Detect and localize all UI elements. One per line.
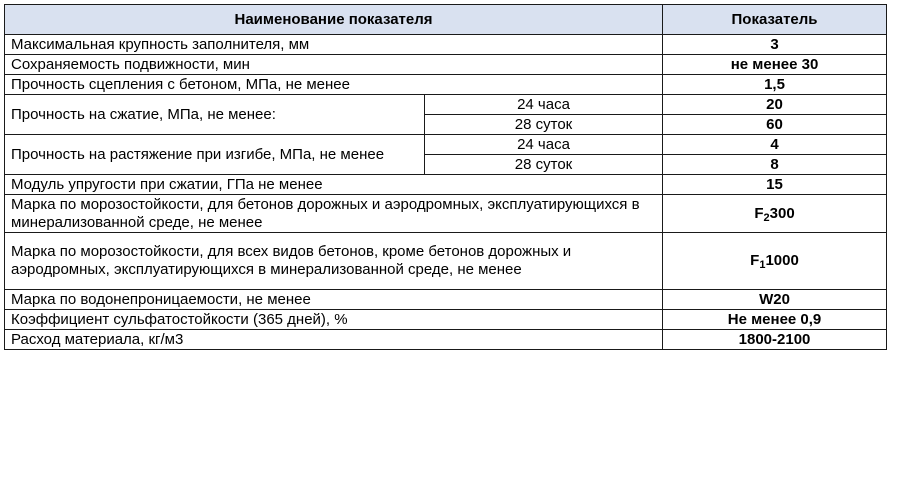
row-value-tensile-28d: 8 xyxy=(663,155,887,175)
frost-road-number: 300 xyxy=(769,204,795,222)
row-label-adhesion: Прочность сцепления с бетоном, МПа, не менее xyxy=(5,75,663,95)
row-sub-tensile-28d: 28 суток xyxy=(425,155,663,175)
table-row xyxy=(5,135,887,155)
row-label-frost-all: Марка по морозостойкости, для всех видов бетонов, кроме бетонов дорожных и аэродромных, эксплуатирующихся в минерализованной среде, не менее xyxy=(5,233,663,290)
row-value-frost-all xyxy=(663,233,887,290)
row-sub-compressive-28d: 28 суток xyxy=(425,115,663,135)
table-row xyxy=(5,330,887,350)
row-label-tensile: Прочность на растяжение при изгибе, МПа, не менее xyxy=(5,135,425,175)
frost-road-index: 2 xyxy=(763,211,770,224)
row-label-sulfate: Коэффициент сульфатостойкости (365 дней), % xyxy=(5,310,663,330)
frost-all-prefix: F xyxy=(750,252,760,269)
table-row xyxy=(5,95,887,115)
row-value-water: W20 xyxy=(663,290,887,310)
row-value-frost-road xyxy=(663,195,887,233)
row-label-mobility: Сохраняемость подвижности, мин xyxy=(5,55,663,75)
row-label-consumption: Расход материала, кг/м3 xyxy=(5,330,663,350)
row-value-tensile-24h: 4 xyxy=(663,135,887,155)
table-row xyxy=(5,35,887,55)
header-value: Показатель xyxy=(663,5,887,35)
row-sub-tensile-24h: 24 часа xyxy=(425,135,663,155)
row-label-modulus: Модуль упругости при сжатии, ГПа не менее xyxy=(5,175,663,195)
table-row xyxy=(5,290,887,310)
table-row xyxy=(5,55,887,75)
table-header-row xyxy=(5,5,887,35)
frost-road-prefix: F xyxy=(754,204,764,222)
table-row xyxy=(5,310,887,330)
table-row xyxy=(5,175,887,195)
table-row xyxy=(5,195,887,233)
table-row xyxy=(5,75,887,95)
row-value-mobility: не менее 30 xyxy=(663,55,887,75)
row-value-consumption: 1800-2100 xyxy=(663,330,887,350)
row-value-compressive-24h: 20 xyxy=(663,95,887,115)
spec-table xyxy=(4,4,887,350)
row-value-max-aggregate: 3 xyxy=(663,35,887,55)
header-name: Наименование показателя xyxy=(5,5,663,35)
row-label-compressive: Прочность на сжатие, МПа, не менее: xyxy=(5,95,425,135)
row-value-compressive-28d: 60 xyxy=(663,115,887,135)
row-label-frost-road: Марка по морозостойкости, для бетонов дорожных и аэродромных, эксплуатирующихся в минерализованной среде, не менее xyxy=(5,195,663,233)
table-row xyxy=(5,233,887,290)
frost-all-number: 1000 xyxy=(765,252,799,269)
row-sub-compressive-24h: 24 часа xyxy=(425,95,663,115)
row-value-modulus: 15 xyxy=(663,175,887,195)
row-value-sulfate: Не менее 0,9 xyxy=(663,310,887,330)
row-label-water: Марка по водонепроницаемости, не менее xyxy=(5,290,663,310)
row-label-max-aggregate: Максимальная крупность заполнителя, мм xyxy=(5,35,663,55)
frost-all-index: 1 xyxy=(759,259,766,271)
row-value-adhesion: 1,5 xyxy=(663,75,887,95)
